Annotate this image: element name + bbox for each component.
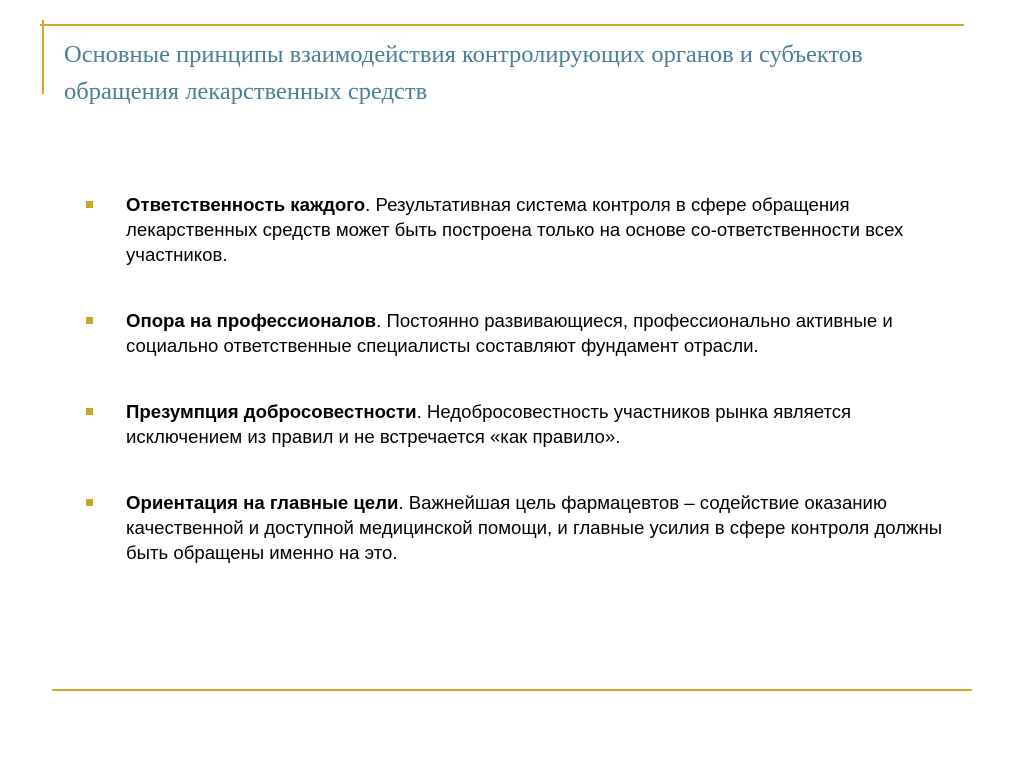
- bullet-item: [86, 308, 966, 358]
- bullet-item: [86, 399, 966, 449]
- bullet-text: . Недобросовестность участников рынка является исключением из правил и не встречается «как правило».: [126, 401, 852, 447]
- title-accent-line: [42, 20, 44, 94]
- square-bullet-icon: [86, 201, 93, 208]
- slide-title: Основные принципы взаимодействия контролирующих органов и субъектов обращения лекарственных средств: [64, 41, 863, 105]
- square-bullet-icon: [86, 408, 93, 415]
- bullet-list: [86, 192, 966, 606]
- top-divider-line: [40, 24, 964, 26]
- square-bullet-icon: [86, 499, 93, 506]
- bullet-item: [86, 490, 966, 565]
- bullet-term: Ориентация на главные цели: [126, 492, 399, 513]
- bottom-divider-line: [52, 689, 972, 691]
- square-bullet-icon: [86, 317, 93, 324]
- bullet-term: Ответственность каждого: [126, 194, 366, 215]
- bullet-term: Опора на профессионалов: [126, 310, 377, 331]
- bullet-text: . Постоянно развивающиеся, профессионально активные и социально ответственные специалисты составляют фундамент отрасли.: [126, 310, 893, 356]
- bullet-text: . Важнейшая цель фармацевтов – содействие оказанию качественной и доступной медицинской помощи, и главные усилия в сфере контроля должны быть обращены именно на это.: [126, 492, 943, 563]
- bullet-text: . Результативная система контроля в сфере обращения лекарственных средств может быть построена только на основе со-ответственности всех участников.: [126, 194, 904, 265]
- bullet-item: [86, 192, 966, 267]
- bullet-term: Презумпция добросовестности: [126, 401, 417, 422]
